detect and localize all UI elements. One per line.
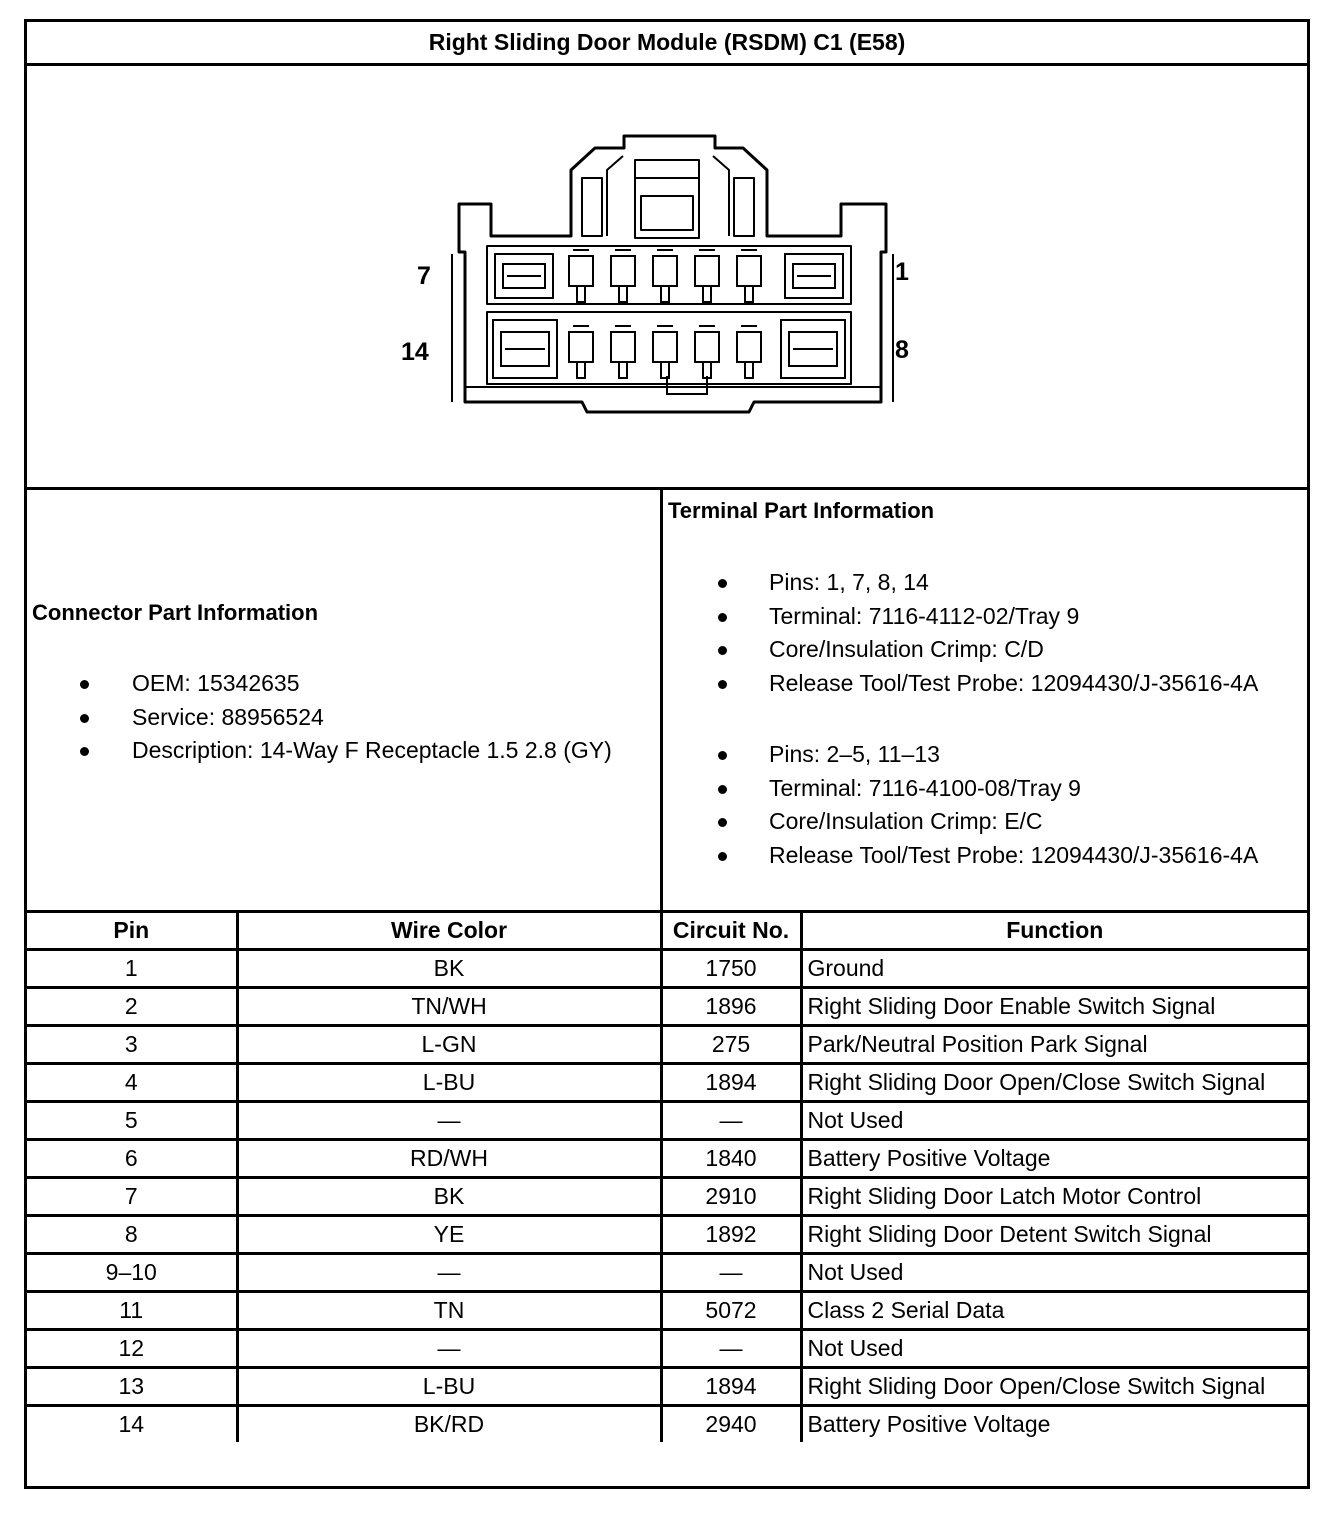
function-cell: Not Used — [801, 1330, 1307, 1368]
bullet-icon — [80, 714, 89, 723]
function-cell: Class 2 Serial Data — [801, 1292, 1307, 1330]
column-header-function: Function — [801, 913, 1307, 950]
column-header-circuit-no: Circuit No. — [661, 913, 801, 950]
wire-color-cell: BK — [237, 950, 661, 988]
table-row — [27, 1140, 1307, 1178]
wire-color-cell: — — [237, 1102, 661, 1140]
part-information-row — [27, 490, 1307, 913]
pin-cell: 14 — [27, 1406, 237, 1443]
pin-cell: 5 — [27, 1102, 237, 1140]
connector-part-information — [27, 490, 663, 910]
pin-label-14: 14 — [401, 338, 429, 366]
pin-cell: 7 — [27, 1178, 237, 1216]
function-cell: Right Sliding Door Enable Switch Signal — [801, 988, 1307, 1026]
table-row — [27, 1102, 1307, 1140]
table-row — [27, 1178, 1307, 1216]
function-cell: Right Sliding Door Open/Close Switch Signal — [801, 1368, 1307, 1406]
column-header-pin: Pin — [27, 913, 237, 950]
circuit-number-cell: 1894 — [661, 1368, 801, 1406]
table-row — [27, 988, 1307, 1026]
function-cell: Not Used — [801, 1254, 1307, 1292]
function-cell: Not Used — [801, 1102, 1307, 1140]
bullet-icon — [718, 579, 727, 588]
function-cell: Battery Positive Voltage — [801, 1140, 1307, 1178]
table-row — [27, 1064, 1307, 1102]
table-row — [27, 1026, 1307, 1064]
list-item: Service: 88956524 — [27, 701, 612, 735]
pin-cell: 9–10 — [27, 1254, 237, 1292]
wire-color-cell: TN/WH — [237, 988, 661, 1026]
terminal-info-group-2 — [663, 738, 1258, 872]
table-row — [27, 1406, 1307, 1443]
connector-face-drawing — [27, 66, 1307, 487]
pin-cell: 11 — [27, 1292, 237, 1330]
table-row — [27, 950, 1307, 988]
page-title: Right Sliding Door Module (RSDM) C1 (E58) — [27, 22, 1307, 66]
list-item: Terminal: 7116-4100-08/Tray 9 — [663, 772, 1258, 806]
function-cell: Ground — [801, 950, 1307, 988]
table-row — [27, 1330, 1307, 1368]
wire-color-cell: L-BU — [237, 1064, 661, 1102]
connector-diagram-panel — [27, 66, 1307, 490]
bullet-icon — [718, 818, 727, 827]
wire-color-cell: BK/RD — [237, 1406, 661, 1443]
wire-color-cell: YE — [237, 1216, 661, 1254]
pin-label-7: 7 — [417, 262, 431, 290]
bullet-icon — [718, 613, 727, 622]
terminal-info-heading: Terminal Part Information — [668, 498, 935, 523]
circuit-number-cell: 275 — [661, 1026, 801, 1064]
circuit-number-cell: 1840 — [661, 1140, 801, 1178]
bullet-icon — [80, 680, 89, 689]
circuit-number-cell: — — [661, 1330, 801, 1368]
circuit-number-cell: — — [661, 1254, 801, 1292]
circuit-number-cell: 1896 — [661, 988, 801, 1026]
connector-sheet — [24, 19, 1310, 1489]
table-row — [27, 1368, 1307, 1406]
circuit-number-cell: 5072 — [661, 1292, 801, 1330]
bullet-icon — [718, 680, 727, 689]
circuit-number-cell: 1892 — [661, 1216, 801, 1254]
pin-cell: 2 — [27, 988, 237, 1026]
function-cell: Right Sliding Door Latch Motor Control — [801, 1178, 1307, 1216]
list-item: Core/Insulation Crimp: E/C — [663, 805, 1258, 839]
pin-cell: 8 — [27, 1216, 237, 1254]
circuit-number-cell: 2910 — [661, 1178, 801, 1216]
pin-label-1: 1 — [895, 258, 909, 286]
function-cell: Park/Neutral Position Park Signal — [801, 1026, 1307, 1064]
list-item: Core/Insulation Crimp: C/D — [663, 633, 1258, 667]
function-cell: Battery Positive Voltage — [801, 1406, 1307, 1443]
pin-cell: 6 — [27, 1140, 237, 1178]
terminal-part-information — [663, 490, 1310, 910]
function-cell: Right Sliding Door Open/Close Switch Signal — [801, 1064, 1307, 1102]
circuit-number-cell: — — [661, 1102, 801, 1140]
bullet-icon — [718, 785, 727, 794]
bullet-icon — [718, 646, 727, 655]
pin-cell: 12 — [27, 1330, 237, 1368]
table-row — [27, 1216, 1307, 1254]
bullet-icon — [718, 751, 727, 760]
pin-cell: 3 — [27, 1026, 237, 1064]
list-item: Terminal: 7116-4112-02/Tray 9 — [663, 600, 1258, 634]
table-row — [27, 1254, 1307, 1292]
connector-info-heading: Connector Part Information — [32, 600, 319, 625]
pin-cell: 13 — [27, 1368, 237, 1406]
function-cell: Right Sliding Door Detent Switch Signal — [801, 1216, 1307, 1254]
pin-table — [27, 913, 1307, 1442]
bullet-icon — [718, 852, 727, 861]
wire-color-cell: TN — [237, 1292, 661, 1330]
circuit-number-cell: 1750 — [661, 950, 801, 988]
connector-info-list — [27, 667, 612, 768]
table-header-row — [27, 913, 1307, 950]
pin-label-8: 8 — [895, 336, 909, 364]
column-header-wire-color: Wire Color — [237, 913, 661, 950]
wire-color-cell: — — [237, 1330, 661, 1368]
wire-color-cell: RD/WH — [237, 1140, 661, 1178]
list-item: OEM: 15342635 — [27, 667, 612, 701]
circuit-number-cell: 1894 — [661, 1064, 801, 1102]
wire-color-cell: L-BU — [237, 1368, 661, 1406]
circuit-number-cell: 2940 — [661, 1406, 801, 1443]
bullet-icon — [80, 747, 89, 756]
pin-cell: 1 — [27, 950, 237, 988]
list-item: Release Tool/Test Probe: 12094430/J-35616-4A — [663, 839, 1258, 873]
wire-color-cell: — — [237, 1254, 661, 1292]
list-item: Release Tool/Test Probe: 12094430/J-35616-4A — [663, 667, 1258, 701]
list-item: Pins: 2–5, 11–13 — [663, 738, 1258, 772]
wire-color-cell: L-GN — [237, 1026, 661, 1064]
pin-cell: 4 — [27, 1064, 237, 1102]
wire-color-cell: BK — [237, 1178, 661, 1216]
list-item: Description: 14-Way F Receptacle 1.5 2.8 (GY) — [27, 734, 612, 768]
terminal-info-group-1 — [663, 566, 1258, 700]
table-row — [27, 1292, 1307, 1330]
list-item: Pins: 1, 7, 8, 14 — [663, 566, 1258, 600]
